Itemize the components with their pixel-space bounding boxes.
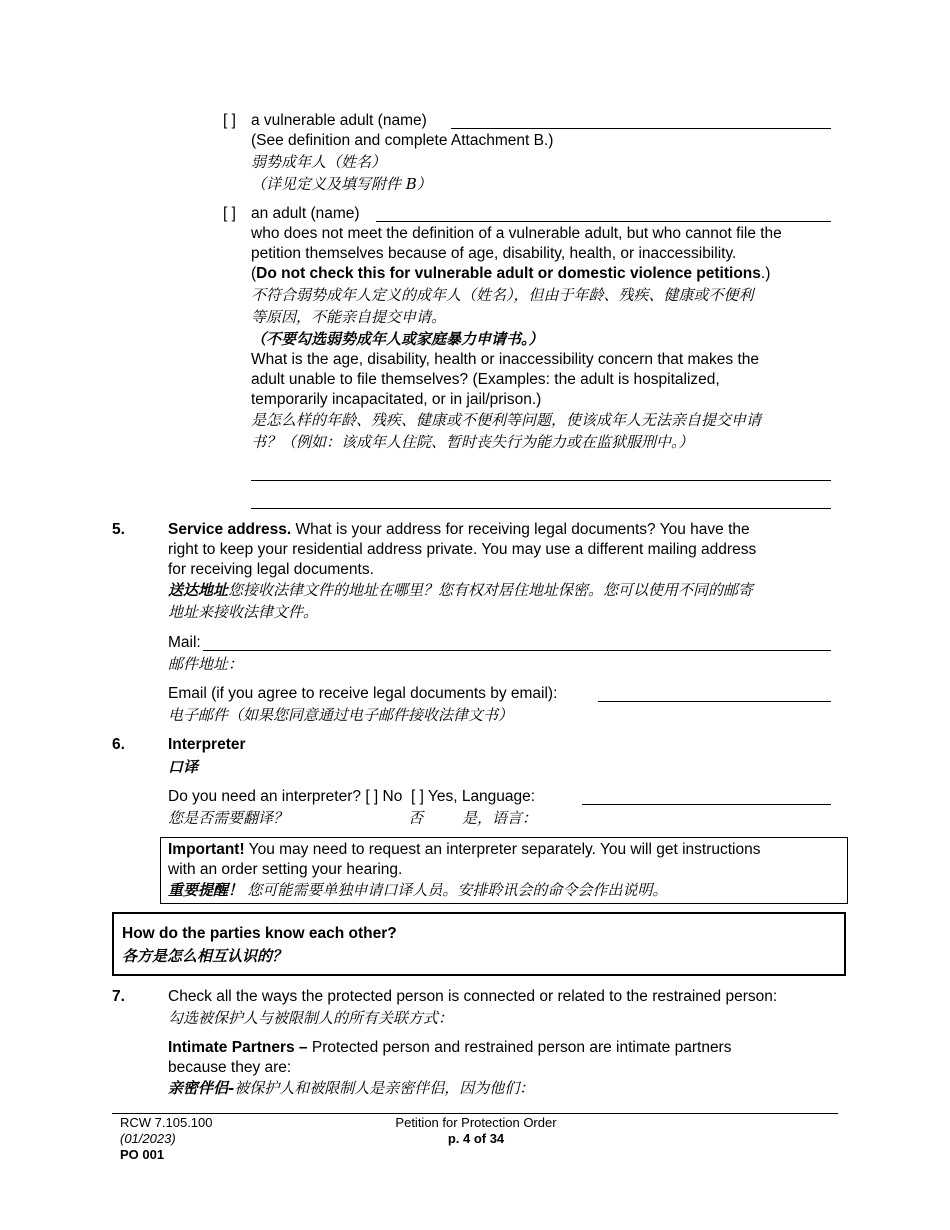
adult-desc-line1: who does not meet the definition of a vulnerable adult, but who cannot file the xyxy=(251,225,782,242)
footer-form-title: Petition for Protection Order xyxy=(395,1115,557,1130)
mail-label-zh: 邮件地址： xyxy=(168,655,244,673)
email-label: Email (if you agree to receive legal documents by email): xyxy=(168,685,558,702)
section-5-text-line1: Service address. What is your address for receiving legal documents? You have the xyxy=(168,521,750,538)
adult-warning: (Do not check this for vulnerable adult or domestic violence petitions.) xyxy=(251,265,771,282)
vulnerable-adult-name-field[interactable] xyxy=(451,128,831,129)
adult-checkbox[interactable]: [ ] xyxy=(223,205,236,222)
vulnerable-adult-checkbox[interactable]: [ ] xyxy=(223,112,236,129)
interpreter-no-zh: 否 xyxy=(408,809,424,827)
important-line2: with an order setting your hearing. xyxy=(168,861,403,878)
vulnerable-adult-note-zh: （详见定义及填写附件 B） xyxy=(251,175,432,193)
section-6-title: Interpreter xyxy=(168,736,246,753)
adult-question-zh-line2: 书？（例如：该成年人住院、暂时丧失行为能力或在监狱服刑中。） xyxy=(251,433,694,451)
intimate-partners-line1: Intimate Partners – Protected person and restrained person are intimate partners xyxy=(168,1039,732,1056)
adult-warning-zh: （不要勾选弱势成年人或家庭暴力申请书。） xyxy=(251,330,544,348)
vulnerable-adult-label: a vulnerable adult (name) xyxy=(251,112,427,129)
interpreter-important-box xyxy=(160,837,848,904)
mail-label: Mail: xyxy=(168,634,201,651)
adult-question-line2: adult unable to file themselves? (Examples: the adult is hospitalized, xyxy=(251,371,720,388)
adult-label: an adult (name) xyxy=(251,205,360,222)
parties-heading-zh: 各方是怎么相互认识的？ xyxy=(122,947,288,965)
adult-question-line3: temporarily incapacitated, or in jail/prison.) xyxy=(251,391,542,408)
adult-concern-field-line1[interactable] xyxy=(251,480,831,481)
footer-form-number: PO 001 xyxy=(120,1147,165,1162)
section-7-number: 7. xyxy=(112,988,125,1005)
vulnerable-adult-note: (See definition and complete Attachment B.) xyxy=(251,132,554,149)
footer-rcw: RCW 7.105.100 xyxy=(120,1115,213,1130)
section-5-number: 5. xyxy=(112,521,125,538)
section-6-title-zh: 口译 xyxy=(168,758,199,776)
email-label-zh: 电子邮件（如果您同意通过电子邮件接收法律文书） xyxy=(168,706,514,724)
interpreter-language-field[interactable] xyxy=(582,804,831,805)
adult-question-line1: What is the age, disability, health or inaccessibility concern that makes the xyxy=(251,351,760,368)
footer-date: (01/2023) xyxy=(120,1131,176,1146)
adult-concern-field-line2[interactable] xyxy=(251,508,831,509)
intimate-partners-zh: 亲密伴侣-被保护人和被限制人是亲密伴侣，因为他们： xyxy=(168,1079,535,1097)
section-5-zh-line2: 地址来接收法律文件。 xyxy=(168,603,319,621)
section-7-text: Check all the ways the protected person is connected or related to the restrained person: xyxy=(168,988,778,1005)
section-5-text-line3: for receiving legal documents. xyxy=(168,561,374,578)
adult-desc-line2: petition themselves because of age, disability, health, or inaccessibility. xyxy=(251,245,737,262)
section-5-zh-line1: 送达地址您接收法律文件的地址在哪里？您有权对居住地址保密。您可以使用不同的邮寄 xyxy=(168,581,754,599)
parties-heading-box xyxy=(112,912,846,976)
adult-desc-zh-line2: 等原因，不能亲自提交申请。 xyxy=(251,308,447,326)
adult-name-field[interactable] xyxy=(376,221,831,222)
interpreter-yes-zh: 是，语言： xyxy=(462,809,538,827)
footer-divider xyxy=(112,1113,838,1114)
vulnerable-adult-label-zh: 弱势成年人（姓名） xyxy=(251,153,387,171)
interpreter-question[interactable]: Do you need an interpreter? [ ] No [ ] Yes, Language: xyxy=(168,788,536,805)
parties-heading: How do the parties know each other? xyxy=(122,925,397,942)
important-zh: 重要提醒！ 您可能需要单独申请口译人员。安排聆讯会的命令会作出说明。 xyxy=(168,881,668,899)
important-line1: Important! You may need to request an interpreter separately. You will get instructions xyxy=(168,841,761,858)
adult-question-zh-line1: 是怎么样的年龄、残疾、健康或不便利等问题，使该成年人无法亲自提交申请 xyxy=(251,411,762,429)
mail-address-field[interactable] xyxy=(203,650,831,651)
section-7-text-zh: 勾选被保护人与被限制人的所有关联方式： xyxy=(168,1009,454,1027)
email-address-field[interactable] xyxy=(598,701,831,702)
section-6-number: 6. xyxy=(112,736,125,753)
adult-desc-zh-line1: 不符合弱势成年人定义的成年人（姓名），但由于年龄、残疾、健康或不便利 xyxy=(251,286,754,304)
footer-page-number: p. 4 of 34 xyxy=(447,1131,505,1146)
interpreter-question-zh: 您是否需要翻译？ xyxy=(168,809,289,827)
intimate-partners-line2: because they are: xyxy=(168,1059,292,1076)
section-5-text-line2: right to keep your residential address private. You may use a different mailing address xyxy=(168,541,757,558)
